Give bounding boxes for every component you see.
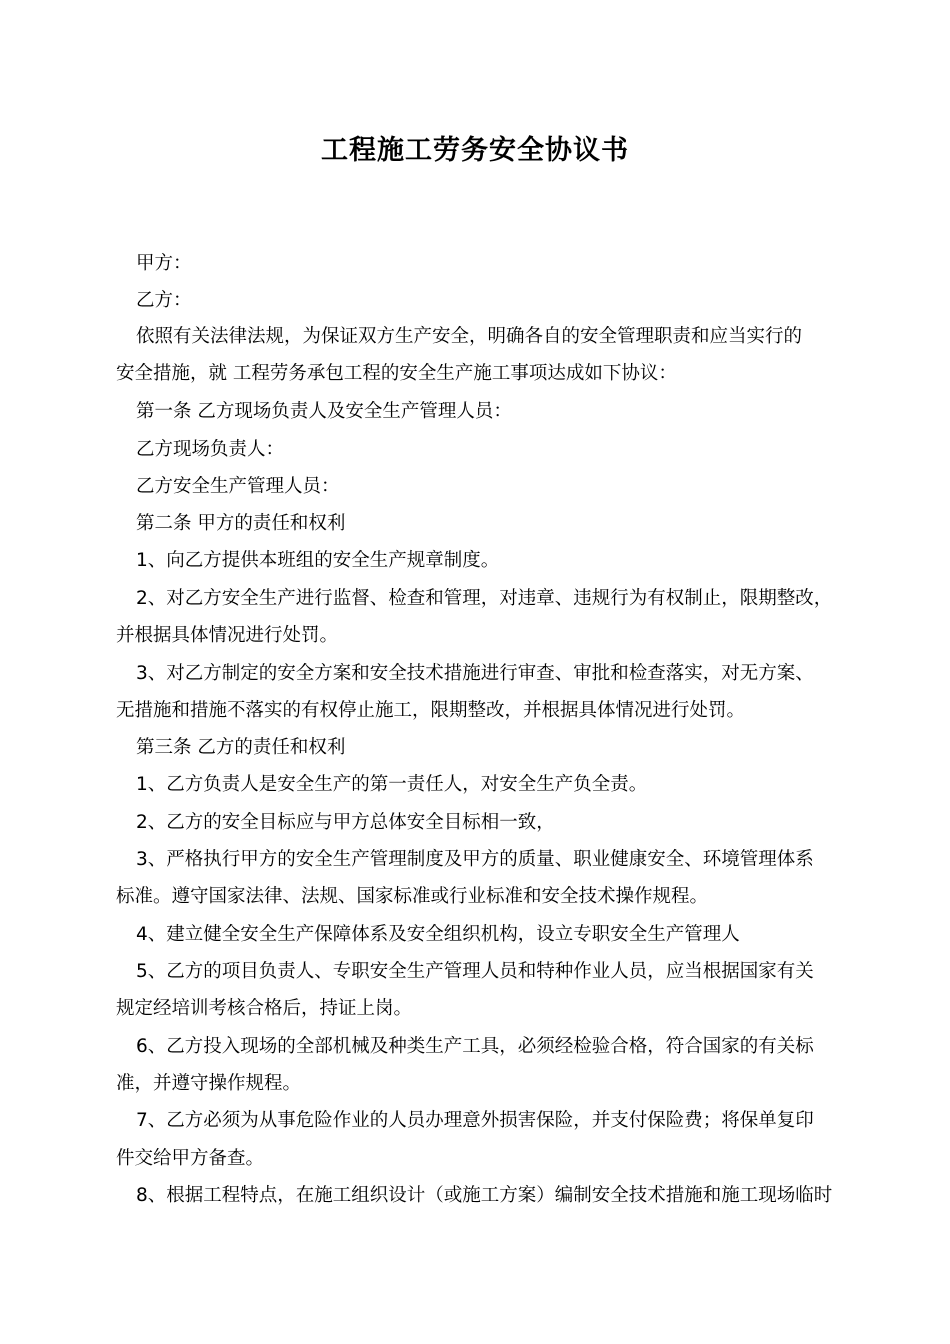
article-3-item-1: 1、乙方负责人是安全生产的第一责任人，对安全生产负全责。 — [136, 774, 648, 795]
article-3-item-7-line-1: 7、乙方必须为从事危险作业的人员办理意外损害保险，并支付保险费；将保单复印 — [136, 1110, 814, 1131]
party-b-line: 乙方： — [136, 290, 192, 311]
article-3-item-5-line-2: 规定经培训考核合格后，持证上岗。 — [116, 998, 413, 1019]
article-3-item-3-line-2: 标准。遵守国家法律、法规、国家标准或行业标准和安全技术操作规程。 — [116, 886, 709, 907]
article-2-item-3-line-2: 无措施和措施不落实的有权停止施工，限期整改，并根据具体情况进行处罚。 — [116, 700, 746, 721]
article-2-heading: 第二条 甲方的责任和权利 — [136, 513, 346, 534]
article-3-item-6-line-1: 6、乙方投入现场的全部机械及种类生产工具，必须经检验合格，符合国家的有关标 — [136, 1036, 814, 1057]
preamble-line-1: 依照有关法律法规，为保证双方生产安全，明确各自的安全管理职责和应当实行的 — [136, 326, 803, 347]
article-3-item-8-line-1: 8、根据工程特点，在施工组织设计（或施工方案）编制安全技术措施和施工现场临时 — [136, 1185, 833, 1206]
article-3-item-4: 4、建立健全安全生产保障体系及安全组织机构，设立专职安全生产管理人 — [136, 924, 740, 945]
article-3-item-5-line-1: 5、乙方的项目负责人、专职安全生产管理人员和特种作业人员，应当根据国家有关 — [136, 961, 814, 982]
article-1-heading: 第一条 乙方现场负责人及安全生产管理人员： — [136, 401, 512, 422]
party-a-line: 甲方： — [136, 253, 192, 274]
document-title: 工程施工劳务安全协议书 — [321, 135, 629, 166]
preamble-line-2: 安全措施，就 工程劳务承包工程的安全生产施工事项达成如下协议： — [116, 363, 677, 384]
article-3-item-6-line-2: 准，并遵守操作规程。 — [116, 1073, 302, 1094]
article-2-item-1: 1、向乙方提供本班组的安全生产规章制度。 — [136, 550, 500, 571]
article-3-item-7-line-2: 件交给甲方备查。 — [116, 1148, 265, 1169]
article-2-item-2-line-1: 2、对乙方安全生产进行监督、检查和管理，对违章、违规行为有权制止，限期整改， — [136, 588, 833, 609]
article-3-item-3-line-1: 3、严格执行甲方的安全生产管理制度及甲方的质量、职业健康安全、环境管理体系 — [136, 849, 814, 870]
article-2-item-2-line-2: 并根据具体情况进行处罚。 — [116, 625, 339, 646]
safety-manager-line: 乙方安全生产管理人员： — [136, 476, 340, 497]
article-3-item-2: 2、乙方的安全目标应与甲方总体安全目标相一致， — [136, 812, 555, 833]
site-manager-line: 乙方现场负责人： — [136, 439, 285, 460]
article-2-item-3-line-1: 3、对乙方制定的安全方案和安全技术措施进行审查、审批和检查落实，对无方案、 — [136, 663, 814, 684]
article-3-heading: 第三条 乙方的责任和权利 — [136, 737, 346, 758]
